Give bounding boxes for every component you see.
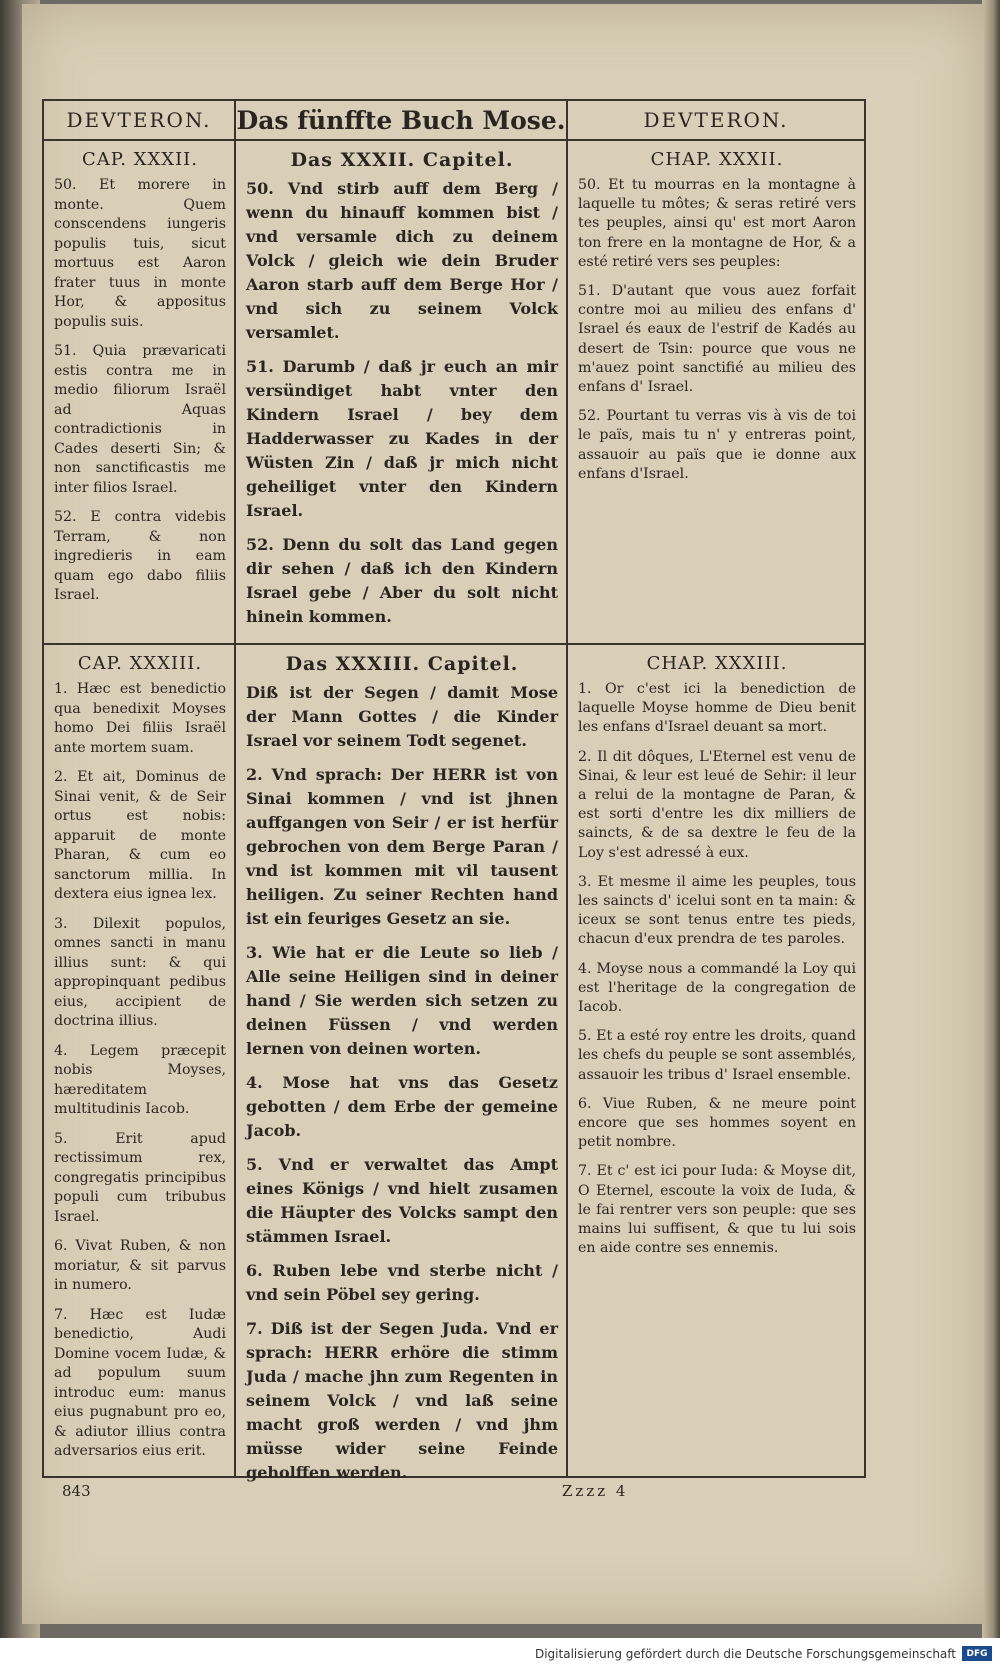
verse: 7. Diß ist der Segen Juda. Vnd er sprach: HERR erhöre die stimm Juda / mache jhn zum Regenten in seinem Volck / vnd laß seine macht groß werden / vnd jhm müsse wider seine Feinde geholffen werden.: [246, 1319, 558, 1482]
book-page: [22, 4, 984, 1624]
chapter-heading: CHAP. XXXIII.: [646, 653, 788, 674]
latin-column: [44, 101, 236, 1476]
verse: 52. Pourtant tu verras vis à vis de toi le païs, mais tu n' y entreras point, assauoir au païs que ie donne aux enfans d'Israel.: [578, 408, 856, 482]
latin-chapter-32: [44, 141, 234, 645]
chapter-heading: Das XXXIII. Capitel.: [285, 653, 519, 675]
german-column: [236, 101, 568, 1482]
chapter-heading: CAP. XXXIII.: [77, 653, 203, 674]
verse: 51. Darumb / daß jr euch an mir versündiget habt vnter den Kindern Israel / bey dem Hadderwasser zu Kades in der Wüsten Zin / daß jr mich nicht geheiliget vnter den Kindern Israel.: [246, 357, 558, 520]
verse: Diß ist der Segen / damit Mose der Mann Gottes / die Kinder Israel vor seinem Todt segenet.: [246, 683, 558, 750]
french-column: [568, 101, 864, 1476]
verse: 6. Ruben lebe vnd sterbe nicht / vnd sein Pöbel sey gering.: [246, 1261, 558, 1304]
verse: 4. Legem præcepit nobis Moyses, hæreditatem multitudinis Iacob.: [54, 1042, 226, 1117]
digitization-credit: [0, 1638, 1000, 1669]
verse: 7. Hæc est Iudæ benedictio, Audi Domine vocem Iudæ, & ad populum suum introduc eum: manus eius pugnabunt pro eo, & adiutor illius contra adversarios eius erit.: [54, 1306, 226, 1459]
dfg-logo-icon: DFG: [962, 1646, 992, 1661]
german-chapter-32: [236, 141, 566, 645]
verse: 4. Moyse nous a commandé la Loy qui est l'heritage de la congregation de Iacob.: [578, 960, 856, 1016]
latin-chapter-33: [44, 645, 234, 1478]
verse: 51. Quia prævaricati estis contra me in medio filiorum Israël ad Aquas contradictionis in Cades deserti Sin; & non sanctificastis me inter filios Israel.: [54, 343, 226, 496]
verse: 5. Erit apud rectissimum rex, congregatis principibus populi cum tribubus Israel.: [54, 1130, 226, 1225]
verse: 2. Et ait, Dominus de Sinai venit, & de Seir ortus est nobis: apparuit de monte Pharan, & cum eo sanctorum millia. In dextera eius ignea lex.: [54, 769, 226, 902]
verse: 5. Et a esté roy entre les droits, quand les chefs du peuple se sont assemblés, assauoir les tribus d' Israel ensemble.: [578, 1028, 856, 1083]
page-number: 843: [62, 1482, 91, 1500]
chapter-heading: Das XXXII. Capitel.: [290, 149, 514, 171]
verse: 2. Vnd sprach: Der HERR ist von Sinai kommen / vnd ist jhnen auffgangen von Seir / er ist herfür gebrochen von dem Berge Paran / vnd ist kommen mit vil tausent heiligen. Zu seiner Rechten hand ist ein feuriges Gesetz an sie.: [246, 765, 558, 928]
verse: 50. Vnd stirb auff dem Berg / wenn du hinauff kommen bist / vnd versamle dich zu deinem Volck / gleich wie dein Bruder Aaron starb auff dem Berge Hor / vnd sich zu seinem Volck versamlet.: [246, 179, 558, 342]
verse: 5. Vnd er verwaltet das Ampt eines Königs / vnd hielt zusamen die Häupter des Volcks sampt den stämmen Israel.: [246, 1155, 558, 1246]
verse: 3. Dilexit populos, omnes sancti in manu illius sunt: & qui appropinquant pedibus eius, accipient de doctrina illius.: [54, 915, 226, 1029]
german-chapter-33: [236, 645, 566, 1501]
column-grid: [42, 99, 866, 1482]
verse: 6. Vivat Ruben, & non moriatur, & sit parvus in numero.: [54, 1238, 226, 1293]
page-edge-right: [982, 0, 1000, 1669]
verse: 1. Or c'est ici la benediction de laquelle Moyse homme de Dieu benit les enfans d'Israel deuant sa mort.: [578, 681, 856, 736]
verse: 1. Hæc est benedictio qua benedixit Moyses homo Dei filiis Israël ante mortem suam.: [54, 681, 226, 756]
verse: 4. Mose hat vns das Gesetz gebotten / dem Erbe der gemeine Jacob.: [246, 1073, 558, 1140]
verse: 6. Viue Ruben, & ne meure point encore que ses hommes soyent en petit nombre.: [578, 1095, 856, 1151]
verse: 52. E contra videbis Terram, & non ingredieris in eam quam ego dabo filiis Israel.: [54, 509, 226, 603]
verse: 3. Wie hat er die Leute so lieb / Alle seine Heiligen sind in deiner hand / Sie werden sich setzen zu deinen Füssen / vnd werden lernen von deinen worten.: [246, 943, 558, 1058]
page-footer: [62, 1482, 852, 1512]
running-head-latin: DEVTERON.: [44, 101, 234, 141]
verse: 52. Denn du solt das Land gegen dir sehen / daß ich den Kindern Israel gebe / Aber du solt nicht hinein kommen.: [246, 535, 558, 626]
running-head-french: DEVTERON.: [568, 101, 864, 141]
chapter-heading: CAP. XXXII.: [81, 149, 199, 170]
verse: 50. Et tu mourras en la montagne à laquelle tu môtes; & seras retiré vers tes peuples, ainsi qu' est mort Aaron ton frere en la montagne de Hor, & a esté retiré vers ses peuples:: [578, 177, 856, 270]
verse: 2. Il dit dôques, L'Eternel est venu de Sinai, & leur est leué de Sehir: il leur a relui de la montagne de Paran, & est sorti d'entre les dix milliers de saincts, & de sa dextre le feu de la Loy s'est adressé à eux.: [578, 748, 856, 861]
verse: 50. Et morere in monte. Quem conscendens iungeris populis tuis, sicut mortuus est Aaron frater tuus in monte Hor, & appositus populis suis.: [54, 177, 226, 330]
chapter-heading: CHAP. XXXII.: [650, 149, 784, 170]
french-chapter-33: [568, 645, 864, 1274]
verse: 7. Et c' est ici pour Iuda: & Moyse dit, O Eternel, escoute la voix de Iuda, & le fai rentrer vers son peuple: que ses mains lui suffisent, & que tu lui sois en aide contre ses ennemis.: [578, 1163, 856, 1257]
verse: 51. D'autant que vous auez forfait contre moi au milieu des enfans d' Israel és eaux de l'estrif de Kadés au desert de Tsin: pource que vous ne m'auez point sanctifié au milieu des enfans d' Israel.: [578, 283, 856, 396]
signature-mark: Zzzz 4: [562, 1482, 629, 1500]
running-head-german: Das fünffte Buch Mose.: [236, 101, 566, 141]
verse: 3. Et mesme il aime les peuples, tous les saincts d' icelui sont en ta main: & iceux se sont tenus entre tes pieds, chacun d'eux prendra de tes paroles.: [578, 873, 856, 948]
french-chapter-32: [568, 141, 864, 645]
credit-text: Digitalisierung gefördert durch die Deutsche Forschungsgemeinschaft: [534, 1646, 956, 1661]
